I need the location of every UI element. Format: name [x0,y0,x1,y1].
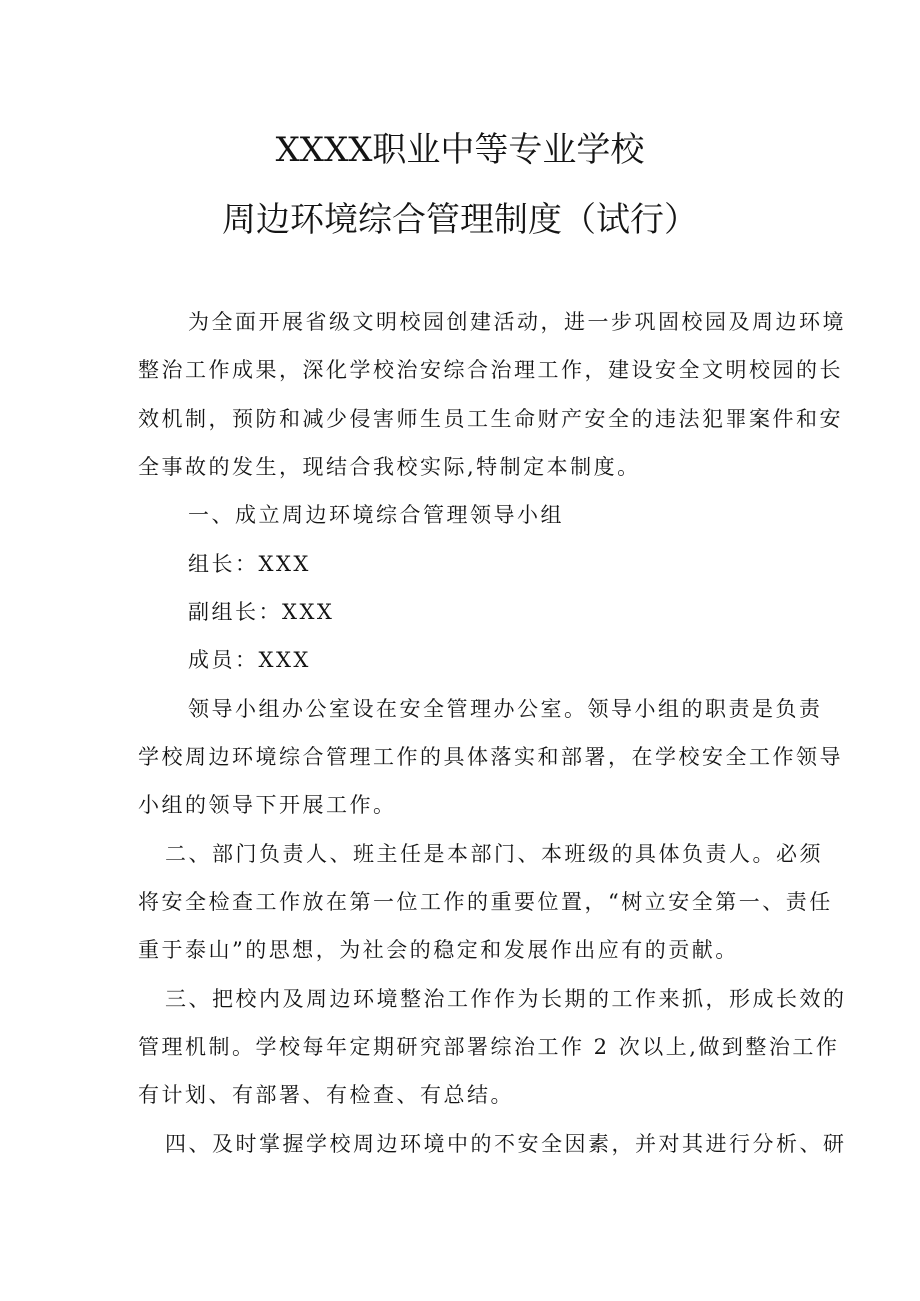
paragraph-line: 为全面开展省级文明校园创建活动，进一步巩固校园及周边环境 [188,310,846,334]
paragraph-line: 效机制，预防和减少侵害师生员工生命财产安全的违法犯罪案件和安 [138,407,843,431]
section-heading-1: 一、成立周边环境综合管理领导小组 [188,503,564,527]
paragraph-line: 有计划、有部署、有检查、有总结。 [138,1083,514,1107]
section-4-line: 四、及时掌握学校周边环境中的不安全因素，并对其进行分析、研 [165,1132,847,1156]
paragraph-line: 小组的领导下开展工作。 [138,793,397,817]
paragraph-line: 将安全检查工作放在第一位工作的重要位置，“树立安全第一、责任 [138,890,833,914]
section-3-line: 三、把校内及周边环境整治工作作为长期的工作来抓，形成长效的 [165,987,847,1011]
document-title-line2: 周边环境综合管理制度（试行） [222,200,698,240]
document-title-line1: XXXX职业中等专业学校 [275,130,645,170]
members-line: 成员：XXX [188,648,311,672]
section-2-line: 二、部门负责人、班主任是本部门、本班级的具体负责人。必须 [165,842,823,866]
leader-line: 组长：XXX [188,552,311,576]
paragraph-line: 全事故的发生，现结合我校实际,特制定本制度。 [138,455,641,479]
paragraph-line: 学校周边环境综合管理工作的具体落实和部署，在学校安全工作领导 [138,745,843,769]
paragraph-line: 领导小组办公室设在安全管理办公室。领导小组的职责是负责 [188,697,823,721]
paragraph-line: 整治工作成果，深化学校治安综合治理工作，建设安全文明校园的长 [138,358,843,382]
paragraph-line: 重于泰山”的思想，为社会的稳定和发展作出应有的贡献。 [138,938,739,962]
deputy-leader-line: 副组长：XXX [188,600,335,624]
paragraph-line: 管理机制。学校每年定期研究部署综治工作 2 次以上,做到整治工作 [138,1035,840,1059]
